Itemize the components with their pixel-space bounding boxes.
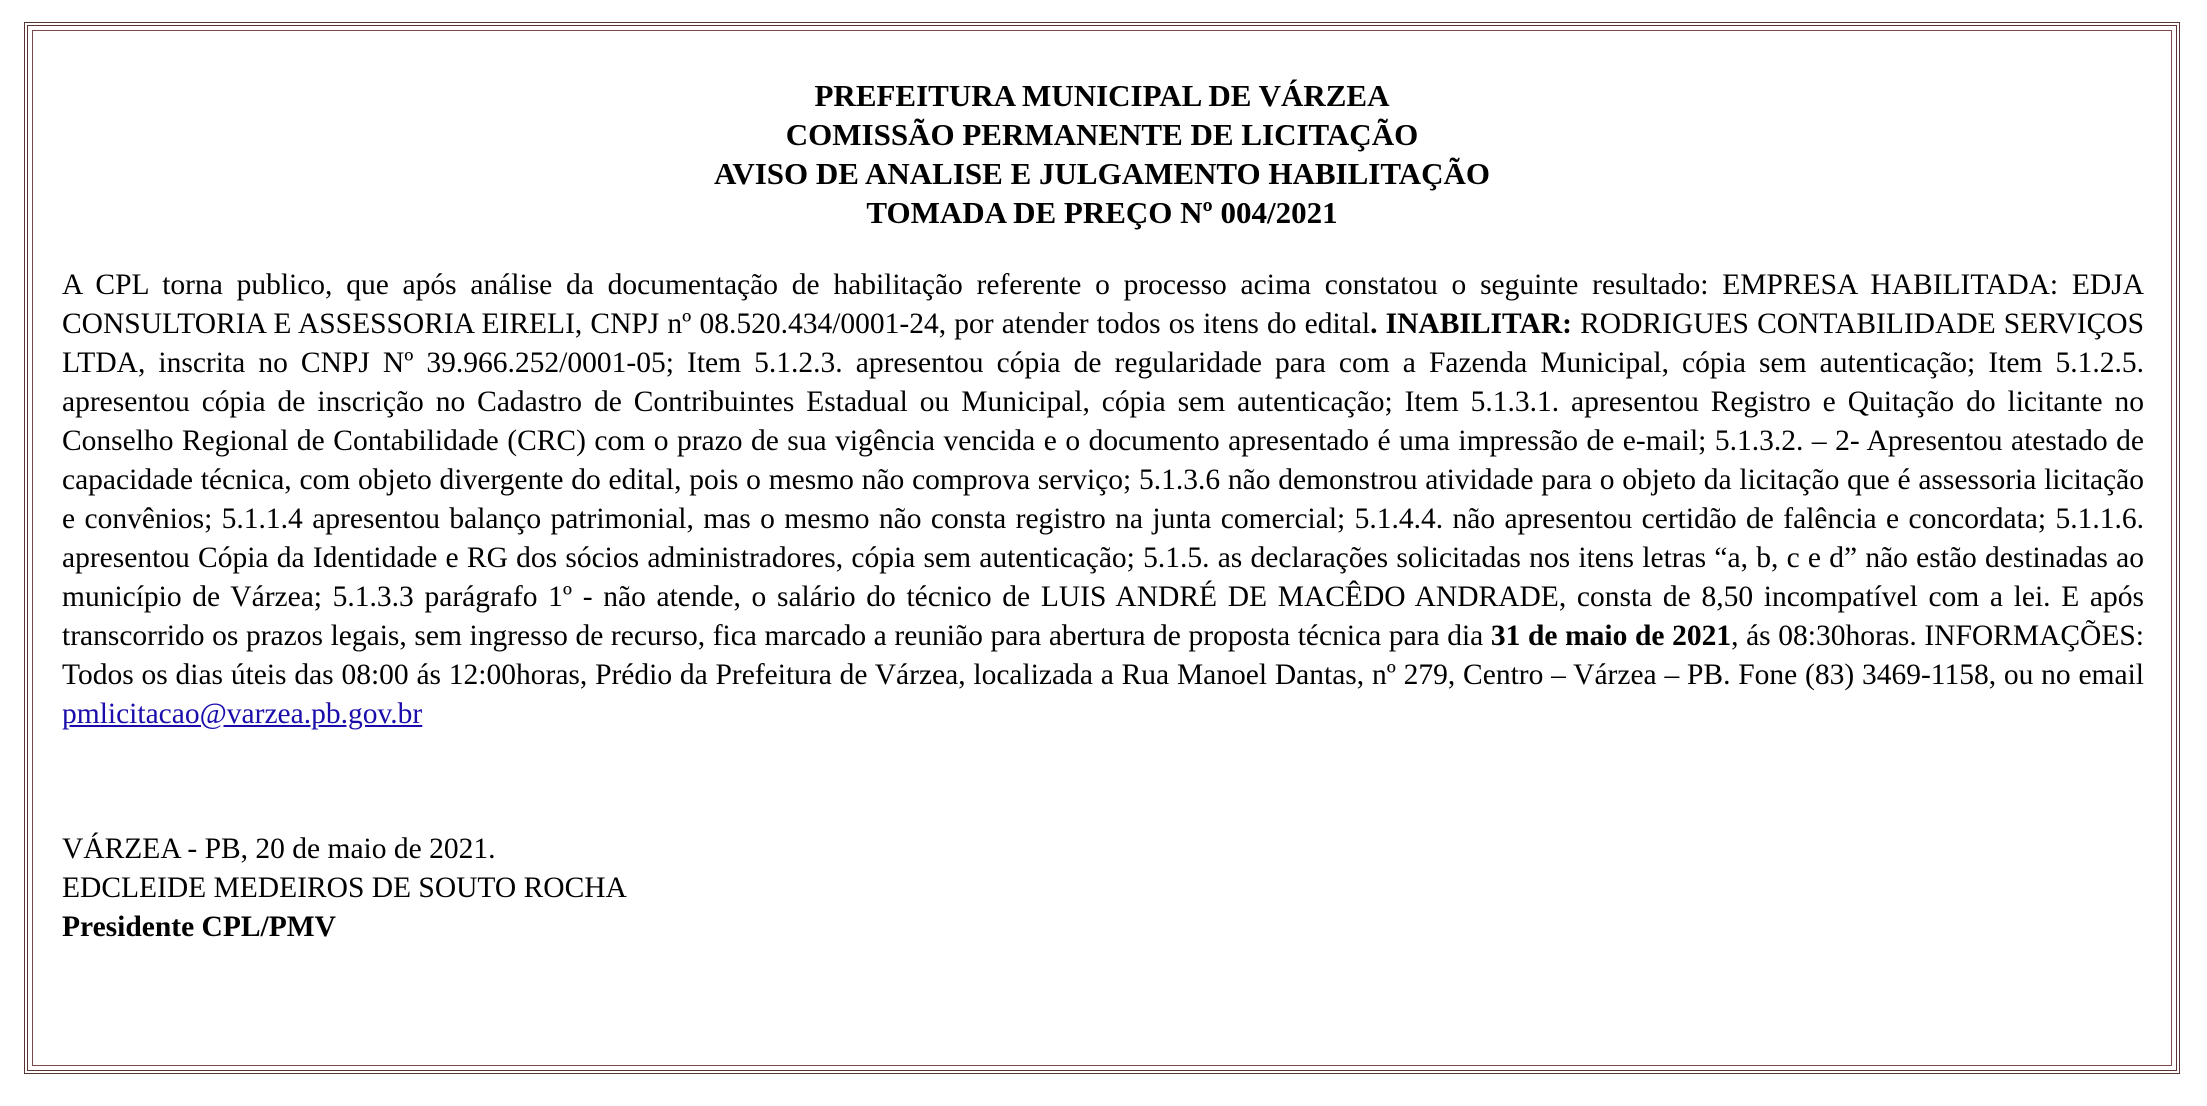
inabilitar-label: . INABILITAR: xyxy=(1370,308,1572,340)
header-municipality: PREFEITURA MUNICIPAL DE VÁRZEA xyxy=(814,78,1390,113)
signatory-name: EDCLEIDE MEDEIROS DE SOUTO ROCHA xyxy=(62,872,627,904)
notice-body xyxy=(62,266,2144,734)
header-notice-title: AVISO DE ANALISE E JULGAMENTO HABILITAÇÃO xyxy=(713,156,1491,191)
signature-block xyxy=(62,830,627,947)
place-date: VÁRZEA - PB, 20 de maio de 2021. xyxy=(62,833,496,865)
body-part-1: A CPL torna publico, que após análise da documentação de habilitação referente o processo acima constatou o seguinte resultado: EMPRESA HABILITADA: EDJA CONSULTORIA E ASSESSORIA EIRELI, CNPJ nº 08.520.434/0001-24, por atender todos os itens do edital xyxy=(62,269,2144,340)
header-commission: COMISSÃO PERMANENTE DE LICITAÇÃO xyxy=(785,117,1419,152)
email-link[interactable]: pmlicitacao@varzea.pb.gov.br xyxy=(62,698,423,730)
document-frame xyxy=(24,22,2180,1074)
body-part-2: RODRIGUES CONTABILIDADE SERVIÇOS LTDA, inscrita no CNPJ Nº 39.966.252/0001-05; Item 5.1.2.3. apresentou cópia de regularidade para com a Fazenda Municipal, cópia sem autenticação; Item 5.1.2.5. apresentou cópia de inscrição no Cadastro de Contribuintes Estadual ou Municipal, cópia sem autenticação; Item 5.1.3.1. apresentou Registro e Quitação do licitante no Conselho Regional de Contabilidade (CRC) com o prazo de sua vigência vencida e o documento apresentado é uma impressão de e-mail; 5.1.3.2. – 2- Apresentou atestado de capacidade técnica, com objeto divergente do edital, pois o mesmo não comprova serviço; 5.1.3.6 não demonstrou atividade para o objeto da licitação que é assessoria licitação e convênios; 5.1.1.4 apresentou balanço patrimonial, mas o mesmo não consta registro na junta comercial; 5.1.4.4. não apresentou certidão de falência e concordata; 5.1.1.6. apresentou Cópia da Identidade e RG dos sócios administradores, cópia sem autenticação; 5.1.5. as declarações solicitadas nos itens letras “a, b, c e d” não estão destinadas ao município de Várzea; 5.1.3.3 parágrafo 1º - não atende, o salário do técnico de LUIS ANDRÉ DE MACÊDO ANDRADE, consta de 8,50 incompatível com a lei. E após transcorrido os prazos legais, sem ingresso de recurso, fica marcado a reunião para abertura de proposta técnica para dia xyxy=(62,308,2144,652)
meeting-date: 31 de maio de 2021 xyxy=(1490,620,1732,652)
header-process-number: TOMADA DE PREÇO Nº 004/2021 xyxy=(866,195,1338,230)
document-header xyxy=(28,76,2176,232)
body-part-3: , ás 08:30horas. INFORMAÇÕES: Todos os dias úteis das 08:00 ás 12:00horas, Prédio da Prefeitura de Várzea, localizada a Rua Manoel Dantas, nº 279, Centro – Várzea – PB. Fone (83) 3469-1158, ou no email xyxy=(62,620,2144,691)
signatory-role: Presidente CPL/PMV xyxy=(62,911,336,943)
